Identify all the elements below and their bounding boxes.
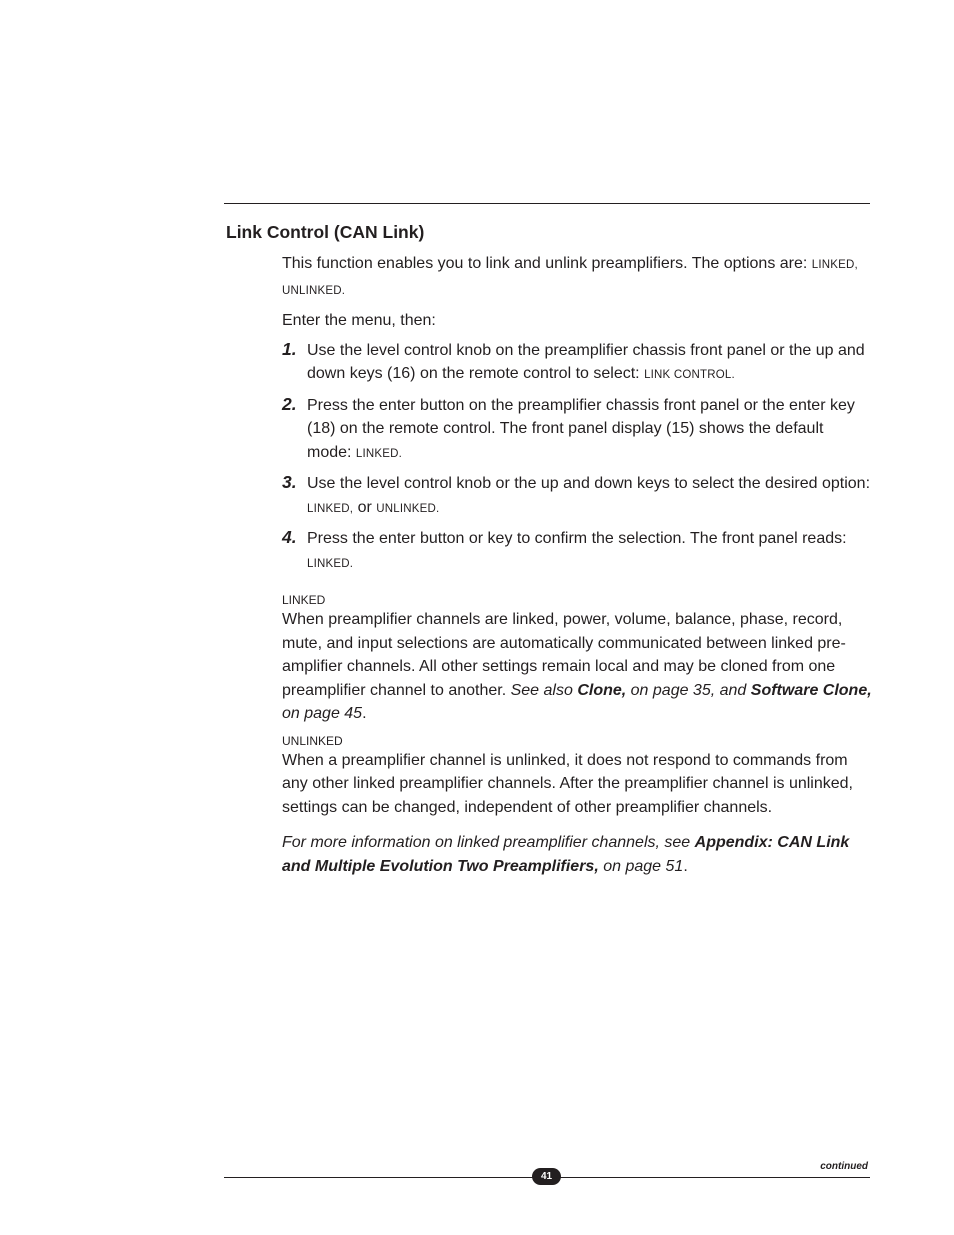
clone-reference: Clone, [577,681,627,699]
list-item [282,394,872,467]
step-code: LINK CONTROL. [644,369,735,381]
note-paragraph [282,831,872,878]
step-code-2: UNLINKED. [376,502,440,515]
step-code: LINKED. [355,447,403,460]
appendix-reference: Appendix: CAN Link and Multiple Evolution Two Preamplifiers, [282,834,850,875]
step-number: 1. [282,338,297,359]
list-item [282,527,872,576]
step-code: LINKED. [307,557,354,570]
step-text: Use the level control knob on the preamplifier chassis front panel or the up and down keys (16) on the remote control to select: [307,341,865,382]
step-text: Use the level control knob or the up and down keys to select the desired option: [307,475,871,492]
note-end: . [683,857,688,875]
clone-page-text: on page 35, and [626,681,751,699]
section-body [282,252,872,878]
step-text: Press the enter button or key to confirm the selection. The front panel reads: [307,530,847,547]
step-number: 3. [282,472,297,492]
steps-list [282,339,872,577]
option-linked: LINKED, [811,259,858,271]
note-page-text: on page 51 [598,857,684,875]
linked-end: . [362,705,367,722]
note-lead: For more information on linked preamplifier channels, see [282,834,695,851]
list-item [282,339,872,388]
list-item [282,472,872,521]
see-also-text: See also [510,681,578,699]
continued-label: continued [820,1161,868,1172]
step-number: 2. [282,393,297,414]
linked-label: LINKED [282,593,326,607]
intro-text: This function enables you to link and unlink preamplifiers. The options are: [282,255,812,272]
software-clone-page-text: on page 45 [282,705,363,722]
step-number: 4. [282,527,297,547]
enter-menu-text: Enter the menu, then: [282,312,436,329]
linked-paragraph [282,608,872,726]
option-unlinked: UNLINKED. [282,284,346,297]
step-code: LINKED, [307,502,354,515]
page-number-badge: 41 [532,1168,561,1185]
software-clone-reference: Software Clone, [750,681,872,699]
step-text: Press the enter button on the preamplifier chassis front panel or the enter key (18) on the remote control. The front panel display (15) shows the default mode: [307,396,855,461]
unlinked-label: UNLINKED [282,733,343,748]
top-rule [224,203,870,204]
step-connector: or [353,498,377,516]
section-heading: Link Control (CAN Link) [226,222,425,242]
linked-text: When preamplifier channels are linked, power, volume, balance, phase, record, mute, and input selections are automatically communicated between linked pre-amplifier channels. All other settings remain local and may be cloned from one preamplifier channel to another. [282,611,846,699]
intro-paragraph [282,252,872,303]
unlinked-paragraph: When a preamplifier channel is unlinked, it does not respond to commands from any other linked preamplifier channels. After the preamplifier channel is unlinked, settings can be changed, independent of other preamplifier channels. [282,751,853,816]
